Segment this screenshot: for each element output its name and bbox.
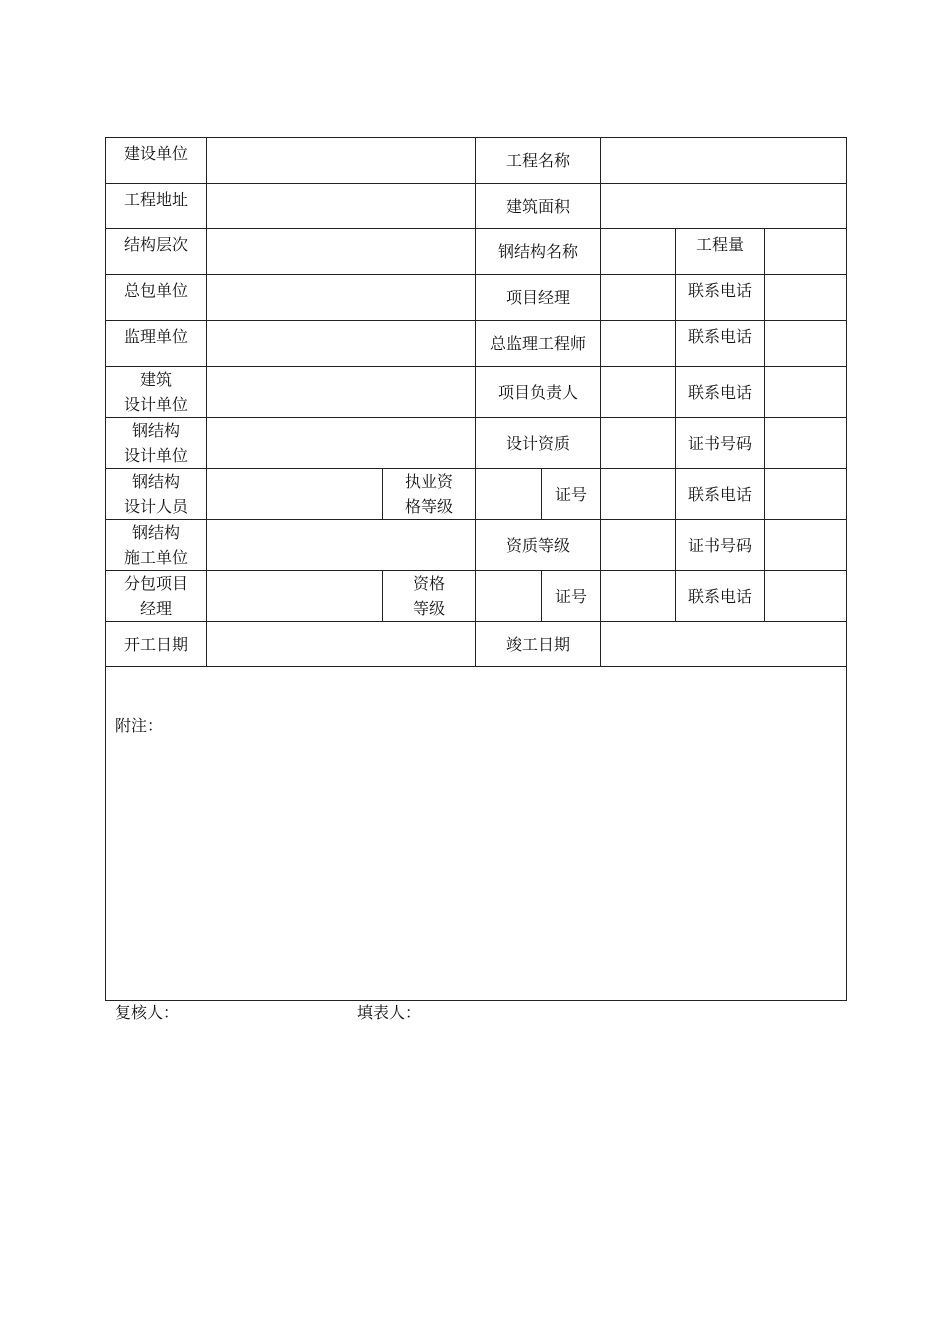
completion-date-label: 竣工日期 <box>476 622 601 667</box>
project-name-label: 工程名称 <box>476 138 601 184</box>
design-qualification-field[interactable] <box>601 418 676 469</box>
notes-field[interactable] <box>106 667 847 1001</box>
certificate-number-field[interactable] <box>765 418 847 469</box>
quantity-field[interactable] <box>765 229 847 275</box>
project-address-label: 工程地址 <box>106 184 207 229</box>
qualification-level-label: 资质等级 <box>476 520 601 571</box>
label-line: 施工单位 <box>123 548 188 567</box>
completion-date-field[interactable] <box>601 622 847 667</box>
table-row <box>106 571 847 622</box>
steel-design-unit-field[interactable] <box>207 418 476 469</box>
architectural-design-unit-label <box>106 367 207 418</box>
construction-unit-field[interactable] <box>207 138 476 184</box>
structure-levels-label: 结构层次 <box>106 229 207 275</box>
practice-qualification-field[interactable] <box>476 469 542 520</box>
certificate-number-field[interactable] <box>765 520 847 571</box>
contact-phone-field[interactable] <box>765 571 847 622</box>
contact-phone-label: 联系电话 <box>676 571 765 622</box>
contact-phone-field[interactable] <box>765 367 847 418</box>
project-leader-field[interactable] <box>601 367 676 418</box>
contact-phone-field[interactable] <box>765 275 847 321</box>
label-line: 建筑 <box>139 370 172 389</box>
table-row <box>106 184 847 229</box>
quantity-label: 工程量 <box>676 229 765 275</box>
steel-construction-unit-label <box>106 520 207 571</box>
project-manager-field[interactable] <box>601 275 676 321</box>
chief-supervisor-field[interactable] <box>601 321 676 367</box>
steel-designer-field[interactable] <box>207 469 383 520</box>
project-info-table <box>105 137 847 1001</box>
certificate-number-label: 证书号码 <box>676 418 765 469</box>
steel-structure-name-label: 钢结构名称 <box>476 229 601 275</box>
table-row <box>106 520 847 571</box>
supervision-unit-label: 监理单位 <box>106 321 207 367</box>
contact-phone-label: 联系电话 <box>676 321 765 367</box>
steel-structure-name-field[interactable] <box>601 229 676 275</box>
table-row <box>106 469 847 520</box>
contact-phone-label: 联系电话 <box>676 469 765 520</box>
table-row <box>106 321 847 367</box>
qualification-grade-label <box>383 571 476 622</box>
label-line: 钢结构 <box>131 472 180 491</box>
general-contractor-label: 总包单位 <box>106 275 207 321</box>
table-row <box>106 138 847 184</box>
project-leader-label: 项目负责人 <box>476 367 601 418</box>
project-address-field[interactable] <box>207 184 476 229</box>
label-line: 格等级 <box>404 497 453 516</box>
label-line: 设计人员 <box>123 497 188 516</box>
label-line: 钢结构 <box>131 421 180 440</box>
general-contractor-field[interactable] <box>207 275 476 321</box>
certificate-number-label: 证书号码 <box>676 520 765 571</box>
start-date-label: 开工日期 <box>106 622 207 667</box>
chief-supervisor-label: 总监理工程师 <box>476 321 601 367</box>
project-manager-label: 项目经理 <box>476 275 601 321</box>
contact-phone-field[interactable] <box>765 321 847 367</box>
supervision-unit-field[interactable] <box>207 321 476 367</box>
contact-phone-field[interactable] <box>765 469 847 520</box>
cert-no-field[interactable] <box>601 469 676 520</box>
building-area-field[interactable] <box>601 184 847 229</box>
qualification-level-field[interactable] <box>601 520 676 571</box>
label-line: 设计单位 <box>123 446 188 465</box>
steel-design-unit-label <box>106 418 207 469</box>
contact-phone-label: 联系电话 <box>676 275 765 321</box>
cert-no-label: 证号 <box>542 571 601 622</box>
table-row <box>106 367 847 418</box>
label-line: 执业资 <box>404 472 453 491</box>
reviewer-label: 复核人： <box>115 1003 180 1022</box>
label-line: 钢结构 <box>131 523 180 542</box>
table-row <box>106 418 847 469</box>
label-line: 设计单位 <box>123 395 188 414</box>
architectural-design-unit-field[interactable] <box>207 367 476 418</box>
cert-no-label: 证号 <box>542 469 601 520</box>
subcontract-manager-label <box>106 571 207 622</box>
design-qualification-label: 设计资质 <box>476 418 601 469</box>
structure-levels-field[interactable] <box>207 229 476 275</box>
construction-unit-label: 建设单位 <box>106 138 207 184</box>
start-date-field[interactable] <box>207 622 476 667</box>
table-row <box>106 229 847 275</box>
cert-no-field[interactable] <box>601 571 676 622</box>
label-line: 资格 <box>412 574 445 593</box>
building-area-label: 建筑面积 <box>476 184 601 229</box>
notes-label: 附注： <box>115 716 164 735</box>
practice-qualification-label <box>383 469 476 520</box>
table-row <box>106 667 847 1001</box>
label-line: 经理 <box>139 599 172 618</box>
table-row <box>106 275 847 321</box>
contact-phone-label: 联系电话 <box>676 367 765 418</box>
filler-label: 填表人： <box>357 1003 422 1022</box>
steel-construction-unit-field[interactable] <box>207 520 476 571</box>
steel-designer-label <box>106 469 207 520</box>
project-name-field[interactable] <box>601 138 847 184</box>
label-line: 分包项目 <box>123 574 188 593</box>
label-line: 等级 <box>412 599 445 618</box>
table-row <box>106 622 847 667</box>
qualification-grade-field[interactable] <box>476 571 542 622</box>
subcontract-manager-field[interactable] <box>207 571 383 622</box>
